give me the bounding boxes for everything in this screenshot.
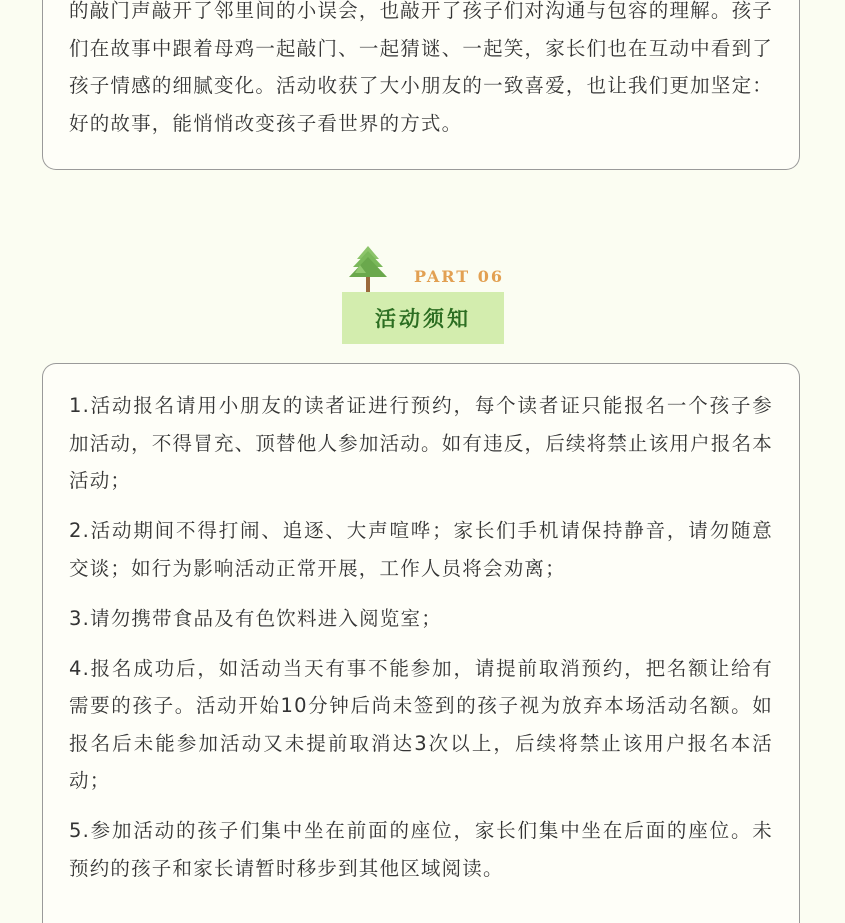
- rule-item: 2.活动期间不得打闹、追逐、大声喧哗；家长们手机请保持静音，请勿随意交谈；如行为影响活动正常开展，工作人员将会劝离；: [69, 519, 773, 580]
- section-title: 活动须知: [375, 307, 471, 331]
- notice-card: [42, 363, 800, 923]
- intro-card: [42, 0, 800, 170]
- rule-item: 3.请勿携带食品及有色饮料进入阅览室；: [69, 606, 442, 630]
- rule-item: 1.活动报名请用小朋友的读者证进行预约，每个读者证只能报名一个孩子参加活动，不得冒充、顶替他人参加活动。如有违反，后续将禁止该用户报名本活动；: [69, 394, 773, 492]
- part-number: PART 06: [414, 267, 505, 286]
- rule-item: 4.报名成功后，如活动当天有事不能参加，请提前取消预约，把名额让给有需要的孩子。活动开始10分钟后尚未签到的孩子视为放弃本场活动名额。如报名后未能参加活动又未提前取消达3次以上，后续将禁止该用户报名本活动；: [69, 656, 773, 792]
- rule-item: 5.参加活动的孩子们集中坐在前面的座位，家长们集中坐在后面的座位。未预约的孩子和家长请暂时移步到其他区域阅读。: [69, 819, 773, 880]
- tree-icon: [346, 245, 390, 293]
- intro-paragraph: 的敲门声敲开了邻里间的小误会，也敲开了孩子们对沟通与包容的理解。孩子们在故事中跟着母鸡一起敲门、一起猜谜、一起笑，家长们也在互动中看到了孩子情感的细腻变化。活动收获了大小朋友的一致喜爱，也让我们更加坚定：好的故事，能悄悄改变孩子看世界的方式。: [69, 0, 773, 135]
- section-title-box: [342, 292, 504, 344]
- section-header: [342, 245, 504, 345]
